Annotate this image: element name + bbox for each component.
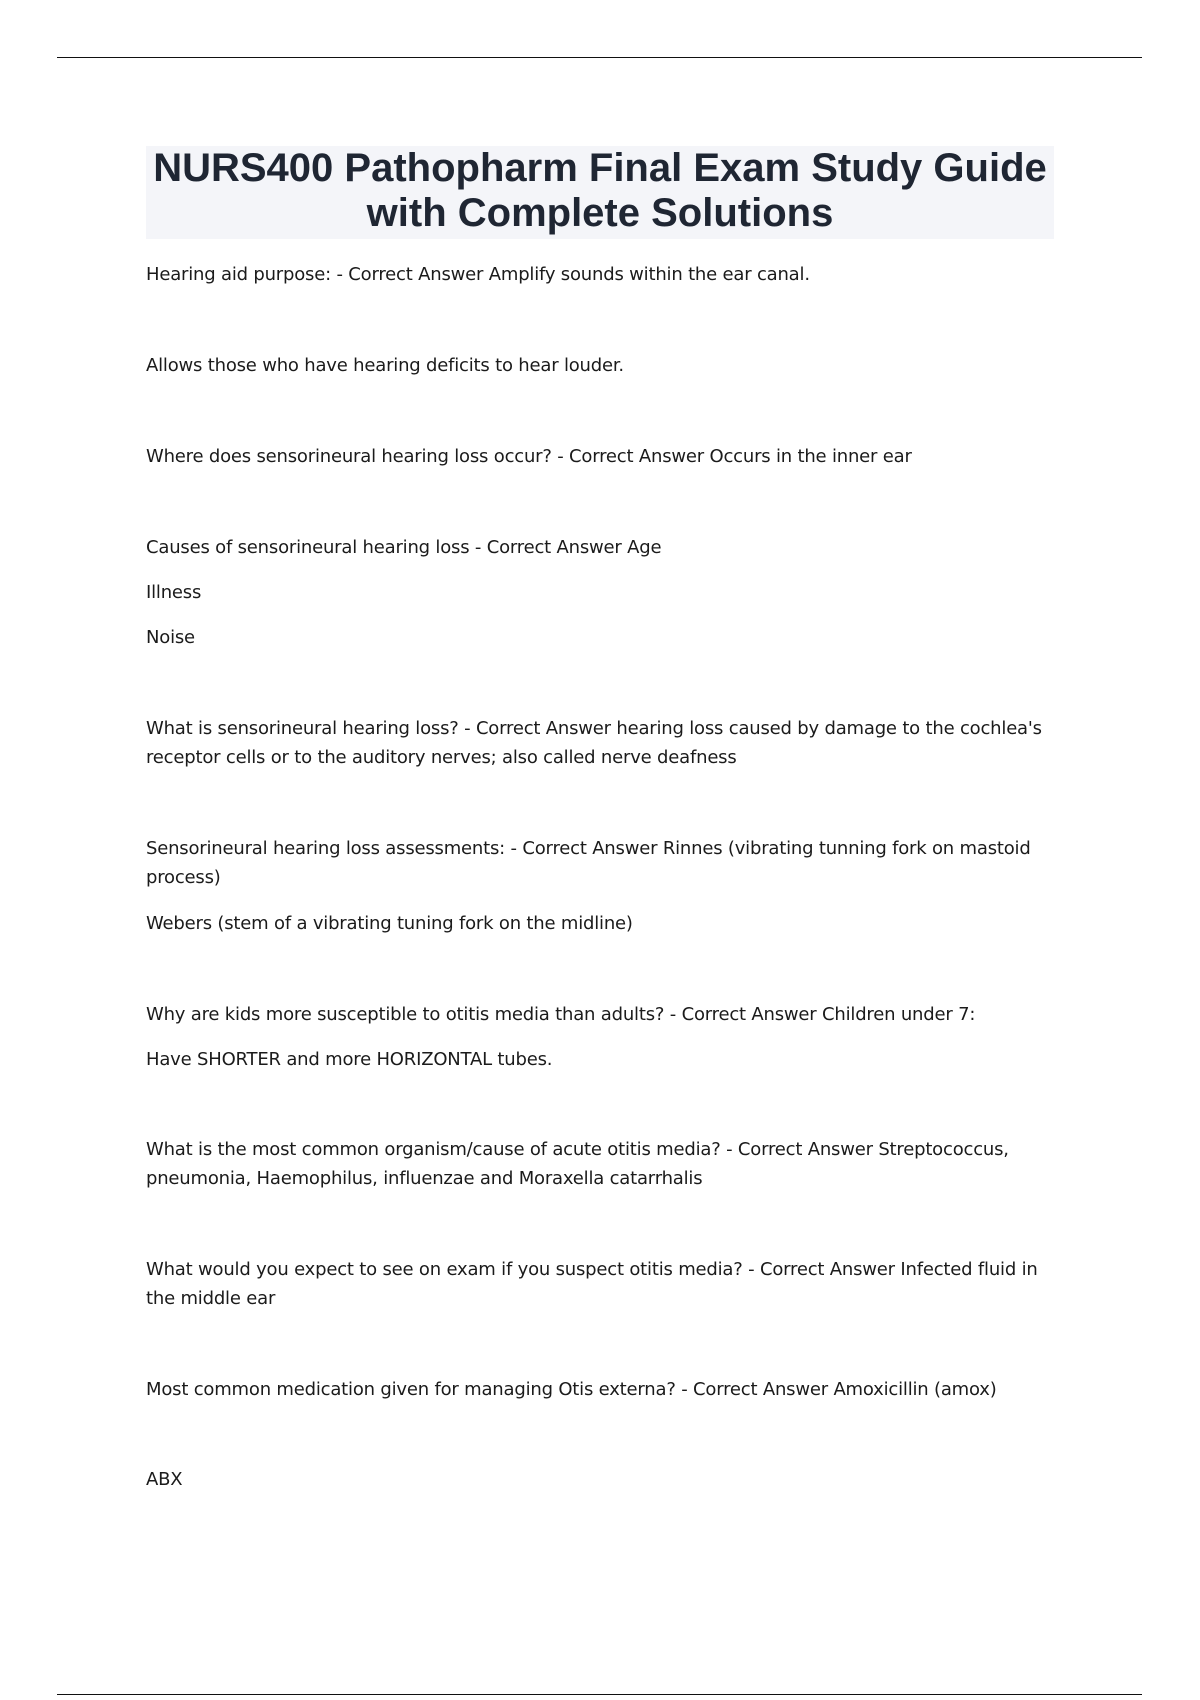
body-line-exam-expectation: What would you expect to see on exam if you suspect otitis media? - Correct Answer Infected fluid in the middle ear — [146, 1259, 1038, 1309]
body-line-allows-hearing: Allows those who have hearing deficits to hear louder. — [146, 355, 624, 376]
body-line-kids-otitis: Why are kids more susceptible to otitis media than adults? - Correct Answer Children under 7: — [146, 1004, 976, 1025]
body-line-webers: Webers (stem of a vibrating tuning fork on the midline) — [146, 913, 633, 934]
body-line-sensorineural-causes: Causes of sensorineural hearing loss - Correct Answer Age — [146, 537, 662, 558]
body-line-shorter-tubes: Have SHORTER and more HORIZONTAL tubes. — [146, 1049, 553, 1070]
footer-rule — [57, 1694, 1142, 1695]
body-line-hearing-aid-purpose: Hearing aid purpose: - Correct Answer Amplify sounds within the ear canal. — [146, 264, 810, 285]
body-line-otis-externa-medication: Most common medication given for managing Otis externa? - Correct Answer Amoxicillin (amox) — [146, 1379, 997, 1400]
body-line-sensorineural-definition: What is sensorineural hearing loss? - Correct Answer hearing loss caused by damage to the cochlea's receptor cells or to the auditory nerves; also called nerve deafness — [146, 718, 1042, 768]
header-rule — [57, 57, 1142, 58]
title-banner — [146, 146, 1054, 239]
body-line-illness: Illness — [146, 582, 202, 603]
body-line-sensorineural-location: Where does sensorineural hearing loss occur? - Correct Answer Occurs in the inner ear — [146, 446, 912, 467]
body-line-abx: ABX — [146, 1469, 183, 1490]
body-line-common-organism: What is the most common organism/cause of acute otitis media? - Correct Answer Streptococcus, pneumonia, Haemophilus, influenzae and Moraxella catarrhalis — [146, 1139, 1009, 1189]
body-line-sensorineural-assessments: Sensorineural hearing loss assessments: - Correct Answer Rinnes (vibrating tunning fork on mastoid process) — [146, 838, 1031, 888]
document-title: NURS400 Pathopharm Final Exam Study Guide with Complete Solutions — [153, 146, 1047, 235]
body-line-noise: Noise — [146, 627, 195, 648]
